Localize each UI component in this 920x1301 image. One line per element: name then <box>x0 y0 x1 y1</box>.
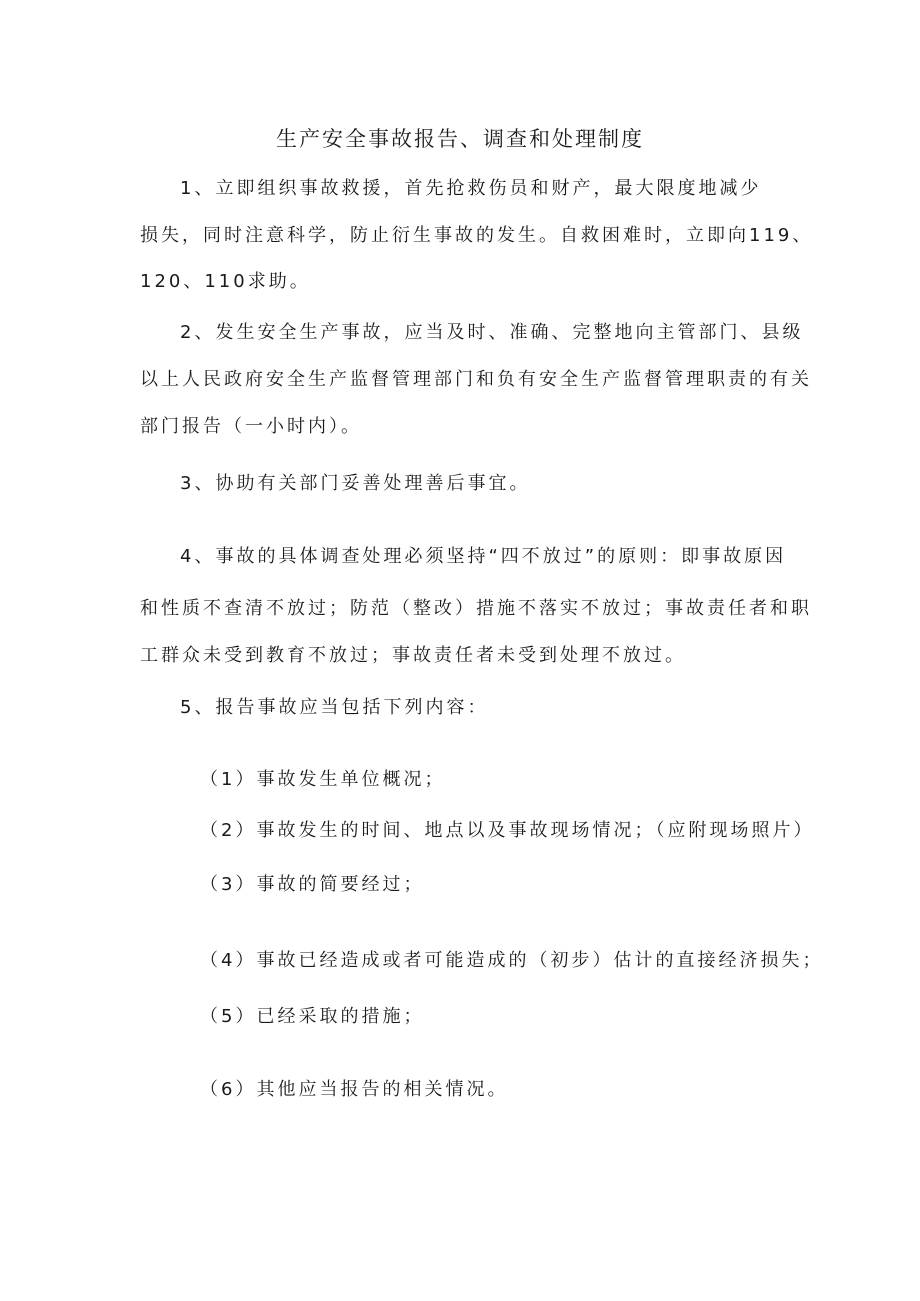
para2-line2: 以上人民政府安全生产监督管理部门和负有安全生产监督管理职责的有关 <box>140 369 812 390</box>
para1-line2: 损失，同时注意科学，防止衍生事故的发生。自救困难时，立即向119、 <box>140 225 814 246</box>
list-item: （2）事故发生的时间、地点以及事故现场情况；（应附现场照片） <box>200 820 815 841</box>
list-item: （6）其他应当报告的相关情况。 <box>200 1079 509 1100</box>
list-item: （5）已经采取的措施； <box>200 1006 425 1027</box>
list-item: （1）事故发生单位概况； <box>200 769 446 790</box>
para5-line1: 5、报告事故应当包括下列内容： <box>180 697 489 718</box>
document-title: 生产安全事故报告、调查和处理制度 <box>276 127 644 151</box>
para3-line1: 3、协助有关部门妥善处理善后事宜。 <box>180 473 531 494</box>
para2-line1: 2、发生安全生产事故，应当及时、准确、完整地向主管部门、县级 <box>180 322 804 343</box>
list-item: （3）事故的简要经过； <box>200 874 425 895</box>
list-item: （4）事故已经造成或者可能造成的（初步）估计的直接经济损失； <box>200 950 824 971</box>
para4-line3: 工群众未受到教育不放过；事故责任者未受到处理不放过。 <box>140 645 686 666</box>
para1-line3: 120、110求助。 <box>140 271 311 292</box>
para1-line1: 1、立即组织事故救援，首先抢救伤员和财产，最大限度地减少 <box>180 178 762 199</box>
para4-line2: 和性质不查清不放过；防范（整改）措施不落实不放过；事故责任者和职 <box>140 598 812 619</box>
para2-line3: 部门报告（一小时内）。 <box>140 416 362 437</box>
para4-line1: 4、事故的具体调查处理必须坚持“四不放过”的原则：即事故原因 <box>180 546 787 567</box>
